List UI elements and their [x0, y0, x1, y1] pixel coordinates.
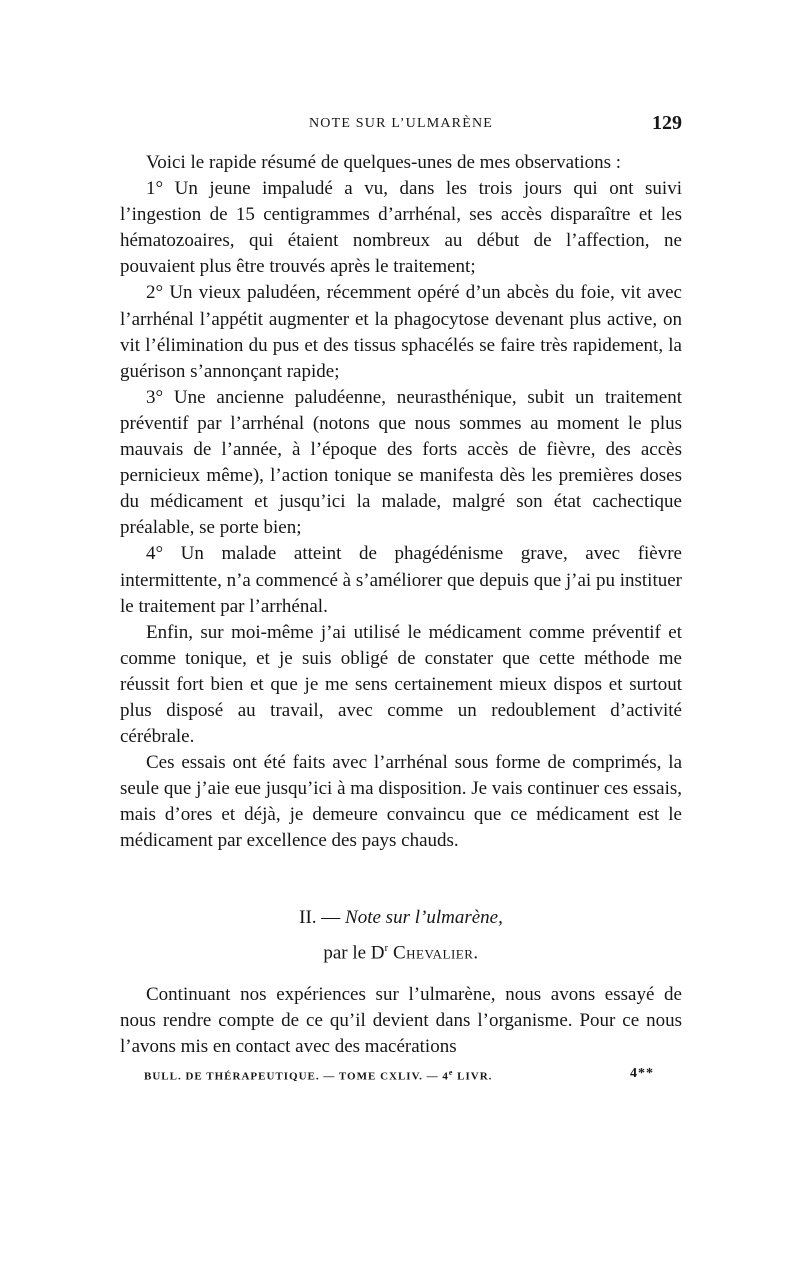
page-footer [144, 1064, 654, 1086]
paragraph-case-1: 1° Un jeune impaludé a vu, dans les trois jours qui ont suivi l’ingestion de 15 centigrammes d’arrhénal, ses accès disparaître et les hématozoaires, qui étaient nombreux au début de l’affection, ne pouvaient plus être trouvés après le traitement; [120, 178, 682, 278]
author-name: Chevalier. [392, 942, 479, 964]
paragraph-conclusion: Ces essais ont été faits avec l’arrhénal sous forme de comprimés, la seule que j’aie eue jusqu’ici à ma disposition. Je vais continuer ces essais, mais d’ores et déjà, je demeure convaincu que ce médicament est le médicament par excellence des pays chauds. [120, 752, 682, 852]
section-body-text [120, 982, 682, 1060]
section-title: Note sur l’ulmarène, [345, 907, 503, 928]
journal-citation-sup: e [448, 1068, 454, 1077]
paragraph-self-trial: Enfin, sur moi-même j’ai utilisé le médicament comme préventif et comme tonique, et je suis obligé de constater que cette méthode me réussit fort bien et que je me sens certainement mieux dispos et surtout plus disposé au travail, avec comme un redoublement d’activité cérébrale. [120, 621, 682, 748]
author-prefix-sup: r [384, 942, 389, 954]
journal-signature-line [144, 1068, 492, 1083]
page-header [120, 112, 682, 136]
gathering-signature: 4** [630, 1066, 654, 1081]
paragraph-ulmarene-intro: Continuant nos expériences sur l’ulmarène, nous avons essayé de nous rendre compte de ce qu’il devient dans l’organisme. Pour ce nous l’avons mis en contact avec des macérations [120, 984, 682, 1058]
paragraph-intro: Voici le rapide résumé de quelques-unes de mes observations : [146, 152, 622, 173]
journal-citation: BULL. DE THÉRAPEUTIQUE. — TOME CXLIV. — 4 [144, 1070, 449, 1083]
journal-citation-end: LIVR. [453, 1070, 493, 1083]
section-heading [120, 903, 682, 968]
section-author-line [120, 933, 682, 968]
paragraph-case-2: 2° Un vieux paludéen, récemment opéré d’un abcès du foie, vit avec l’arrhénal l’appétit augmenter et la phagocytose devenant plus active, on vit l’élimination du pus et des tissus sphacélés se faire très rapidement, la guérison s’annonçant rapide; [120, 282, 682, 382]
paragraph-case-4: 4° Un malade atteint de phagédénisme grave, avec fièvre intermittente, n’a commencé à s’améliorer que depuis que j’ai pu instituer le traitement par l’arrhénal. [120, 543, 682, 617]
section-title-line [120, 903, 682, 933]
body-text [120, 150, 682, 855]
running-title: NOTE SUR L’ULMARÈNE [308, 116, 494, 131]
section-label: II. — [299, 907, 341, 928]
paragraph-case-3: 3° Une ancienne paludéenne, neurasthénique, subit un traitement préventif par l’arrhénal (notons que nous sommes au moment le plus mauvais de l’année, à l’époque des forts accès de fièvre, des accès pernicieux même), l’action tonique se manifesta dès les premières doses du médicament et jusqu’ici la malade, malgré son état cachectique préalable, se porte bien; [120, 386, 682, 539]
author-prefix: par le D [323, 942, 385, 964]
page-number: 129 [652, 112, 682, 134]
